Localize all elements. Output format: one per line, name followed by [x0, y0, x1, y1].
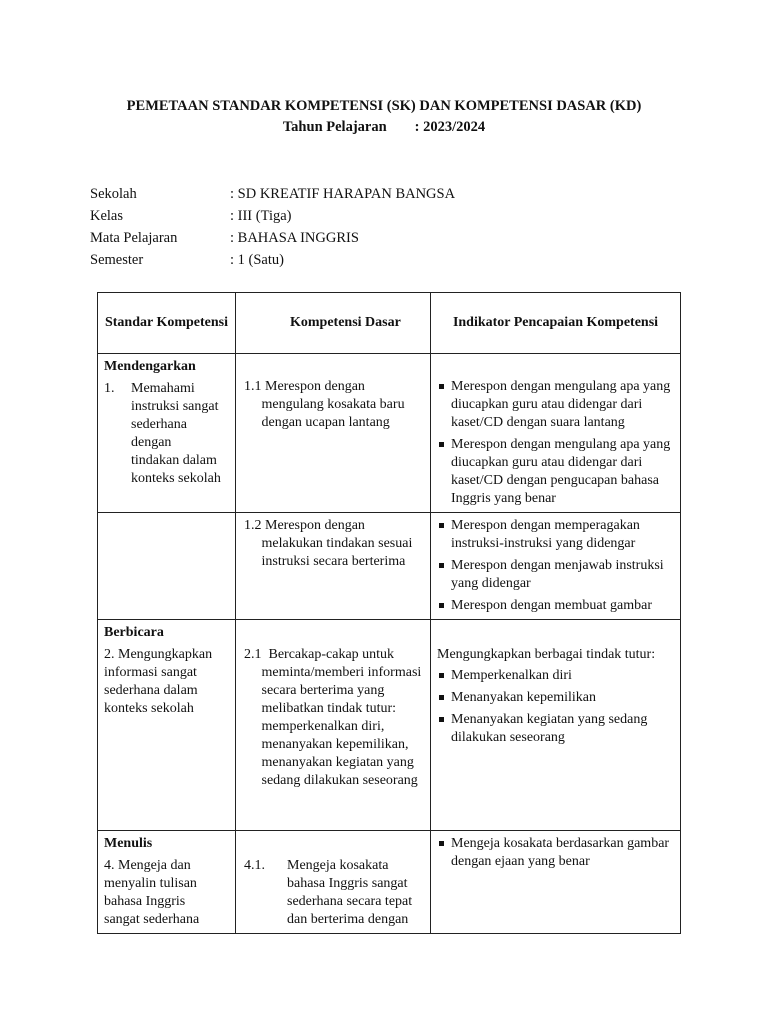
sk-cell [98, 513, 236, 620]
kd-number: 1.1 [244, 379, 262, 394]
info-value: : III (Tiga) [230, 208, 292, 224]
list-item: Merespon dengan mengulang apa yang diucapkan guru atau didengar dari kaset/CD dengan pengucapan bahasa Inggris yang benar [437, 436, 675, 508]
table-row [98, 513, 681, 620]
academic-year-value: : 2023/2024 [414, 119, 486, 135]
kd-number: 1.2 [244, 518, 262, 533]
info-label: Kelas [90, 208, 124, 224]
competency-table [97, 292, 681, 934]
indicator-cell [431, 620, 681, 831]
info-value: : BAHASA INGGRIS [230, 230, 359, 246]
table-row [98, 354, 681, 513]
sk-number: 2. [104, 647, 115, 662]
kd-text: Merespon dengan mengulang kosakata baru dengan ucapan lantang [261, 379, 405, 430]
document-title: PEMETAAN STANDAR KOMPETENSI (SK) DAN KOMPETENSI DASAR (KD) [126, 98, 642, 114]
kd-number: 2.1 [244, 647, 262, 662]
sk-text: 2. Mengungkapkan informasi sangat sederhana dalam konteks sekolah [104, 647, 213, 716]
indicator-intro: Mengungkapkan berbagai tindak tutur: [437, 647, 656, 662]
academic-year-row [0, 117, 768, 138]
info-value: : SD KREATIF HARAPAN BANGSA [230, 186, 456, 202]
indicator-list [437, 517, 675, 615]
table-row [98, 831, 681, 934]
list-item: Merespon dengan memperagakan instruksi-instruksi yang didengar [437, 517, 675, 553]
kd-text: Bercakap-cakap untuk meminta/memberi informasi secara berterima yang melibatkan tindak tutur: memperkenalkan diri, menanyakan kepemilikan, menanyakan kegiatan yang sedang dilakukan seseorang [261, 647, 422, 788]
header-standar-kompetensi: Standar Kompetensi [98, 293, 236, 354]
indicator-list [437, 378, 675, 508]
list-item: Mengeja kosakata berdasarkan gambar dengan ejaan yang benar [437, 835, 675, 871]
sk-text: Memahami instruksi sangat sederhana dengan tindakan dalam konteks sekolah [131, 381, 221, 486]
kd-cell [236, 831, 431, 934]
info-label: Mata Pelajaran [90, 230, 178, 246]
section-title: Menulis [104, 836, 153, 851]
table-row [98, 620, 681, 831]
indicator-list [437, 835, 675, 871]
list-item: Menanyakan kegiatan yang sedang dilakukan seseorang [437, 711, 675, 747]
info-label: Semester [90, 252, 144, 268]
info-row-semester [90, 249, 455, 271]
indicator-cell [431, 513, 681, 620]
info-row-school [90, 183, 455, 205]
kd-cell [236, 513, 431, 620]
list-item: Merespon dengan mengulang apa yang diucapkan guru atau didengar dari kaset/CD dengan suara lantang [437, 378, 675, 432]
table-header-row [98, 293, 681, 354]
kd-number: 4.1. [244, 858, 265, 873]
section-title: Berbicara [104, 625, 164, 640]
list-item: Merespon dengan menjawab instruksi yang didengar [437, 557, 675, 593]
kd-cell [236, 354, 431, 513]
academic-year-label: Tahun Pelajaran [282, 119, 387, 135]
document-header [0, 96, 768, 138]
indicator-cell [431, 831, 681, 934]
indicator-cell [431, 354, 681, 513]
kd-text: Merespon dengan melakukan tindakan sesuai instruksi secara berterima [261, 518, 413, 569]
list-item: Menanyakan kepemilikan [437, 689, 675, 707]
list-item: Merespon dengan membuat gambar [437, 597, 675, 615]
header-indikator: Indikator Pencapaian Kompetensi [431, 293, 681, 354]
info-label: Sekolah [90, 186, 137, 202]
sk-cell [98, 620, 236, 831]
school-info-block [90, 183, 455, 271]
sk-number: 1. [104, 381, 115, 396]
list-item: Memperkenalkan diri [437, 667, 675, 685]
section-title: Mendengarkan [104, 359, 196, 374]
kd-text: Mengeja kosakata bahasa Inggris sangat sederhana secara tepat dan berterima dengan [287, 858, 413, 927]
sk-cell [98, 354, 236, 513]
kd-cell [236, 620, 431, 831]
info-row-subject [90, 227, 455, 249]
sk-number: 4. [104, 858, 115, 873]
info-value: : 1 (Satu) [230, 252, 284, 268]
header-kompetensi-dasar: Kompetensi Dasar [236, 293, 431, 354]
indicator-list [437, 667, 675, 747]
sk-cell [98, 831, 236, 934]
sk-text: 4. Mengeja dan menyalin tulisan bahasa Inggris sangat sederhana [104, 858, 200, 927]
info-row-class [90, 205, 455, 227]
